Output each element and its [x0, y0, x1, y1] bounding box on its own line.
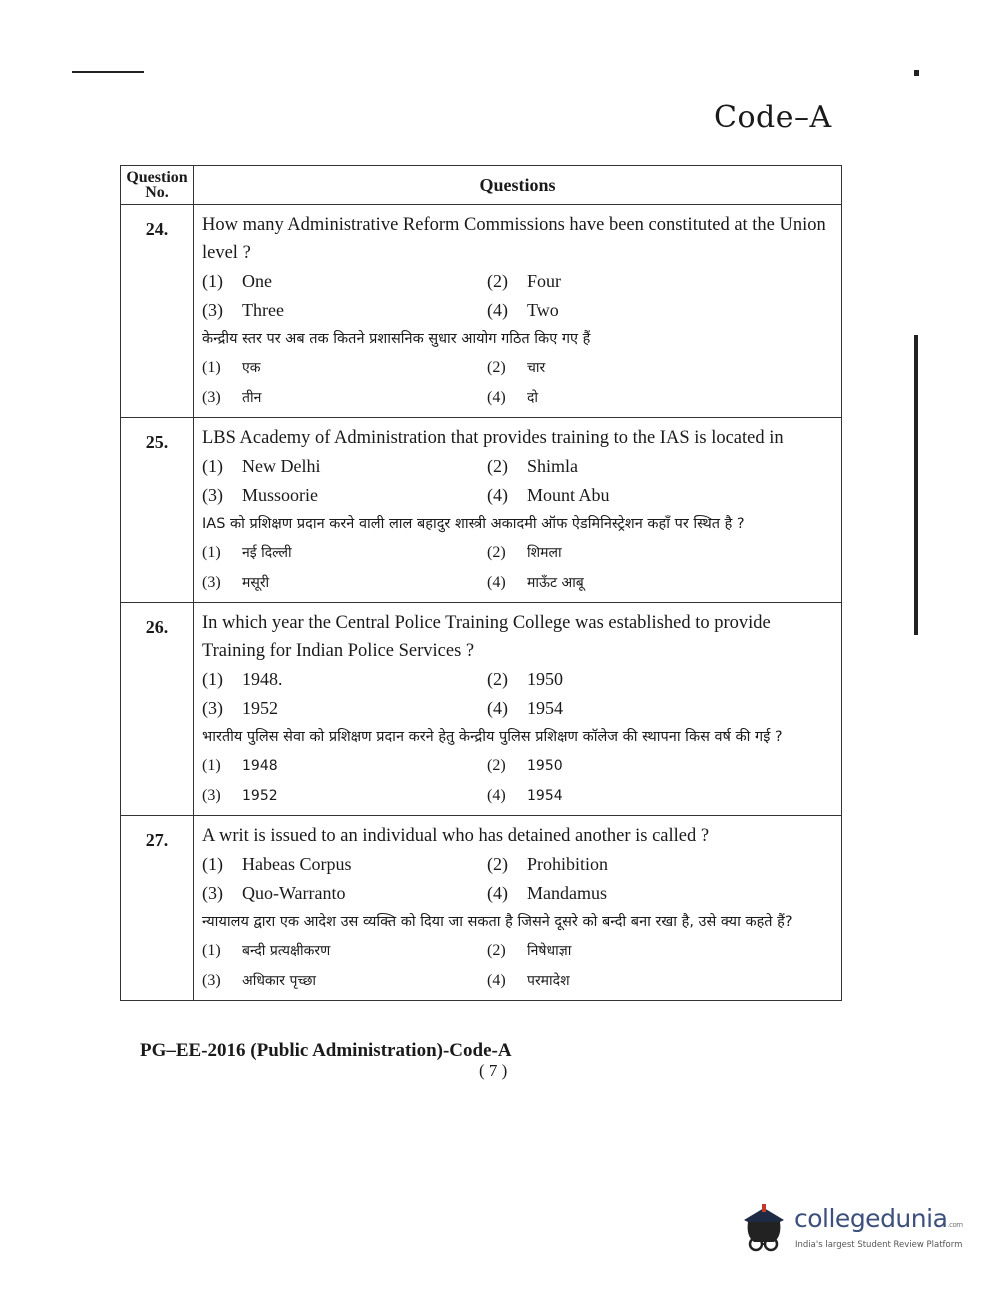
- option-label: 1952: [242, 788, 278, 804]
- options-en: [202, 267, 833, 325]
- option-number: (1): [202, 942, 221, 959]
- question-row: [121, 603, 842, 816]
- question-body: [194, 603, 842, 816]
- option-number: (3): [202, 787, 221, 804]
- option-number: (1): [202, 271, 223, 291]
- questions-table: [120, 165, 842, 1001]
- option-label: तीन: [242, 390, 262, 406]
- question-text-en: How many Administrative Reform Commissions have been constituted at the Union level ?: [202, 215, 826, 263]
- question-text-hi: भारतीय पुलिस सेवा को प्रशिक्षण प्रदान करने हेतु केन्द्रीय पुलिस प्रशिक्षण कॉलेज की स्थापना किस वर्ष की गई ?: [202, 729, 783, 745]
- question-number: 24.: [121, 205, 194, 418]
- option-label: एक: [242, 360, 261, 376]
- option-label: Mussoorie: [242, 485, 318, 505]
- option-hi: [202, 353, 487, 383]
- question-number: 26.: [121, 603, 194, 816]
- option-label: माऊँट आबू: [527, 575, 584, 591]
- option-label: 1948: [242, 758, 278, 774]
- option-label: 1954: [527, 788, 563, 804]
- option-label: Shimla: [527, 456, 579, 476]
- corner-mark: [914, 70, 919, 76]
- option-number: (4): [487, 883, 508, 903]
- option-number: (1): [202, 359, 221, 376]
- option-label: चार: [527, 360, 546, 376]
- option-label: One: [242, 271, 272, 291]
- top-rule: [72, 71, 144, 73]
- option-number: (2): [487, 456, 508, 476]
- option-number: (4): [487, 389, 506, 406]
- option-hi: [202, 966, 487, 996]
- page-number: ( 7 ): [479, 1061, 508, 1080]
- option-label: नई दिल्ली: [242, 545, 292, 561]
- option-label: 1954: [527, 698, 563, 718]
- option-label: बन्दी प्रत्यक्षीकरण: [242, 943, 331, 959]
- option-number: (2): [487, 359, 506, 376]
- question-text-en: In which year the Central Police Training College was established to provide Training for Indian Police Services ?: [202, 613, 771, 661]
- questions-header: Questions: [194, 166, 842, 205]
- option-hi: [202, 781, 487, 811]
- option-number: (4): [487, 698, 508, 718]
- option-hi: [202, 383, 487, 413]
- options-hi: [202, 538, 833, 598]
- table-header-row: [121, 166, 842, 205]
- option-label: दो: [527, 390, 539, 406]
- option-label: अधिकार पृच्छा: [242, 973, 317, 989]
- option-en: [202, 694, 487, 723]
- option-label: 1952: [242, 698, 278, 718]
- option-number: (2): [487, 757, 506, 774]
- options-hi: [202, 353, 833, 413]
- option-en: [202, 267, 487, 296]
- scan-edge-bar: [914, 335, 918, 635]
- exam-footer: PG–EE-2016 (Public Administration)-Code-A: [140, 1040, 512, 1061]
- logo-wordmark: collegedunia.com: [794, 1204, 963, 1233]
- option-number: (2): [487, 942, 506, 959]
- option-en: [487, 879, 833, 908]
- option-en: [487, 665, 833, 694]
- option-label: Mandamus: [527, 883, 607, 903]
- option-number: (4): [487, 972, 506, 989]
- option-en: [487, 452, 833, 481]
- option-hi: [487, 353, 833, 383]
- option-hi: [487, 568, 833, 598]
- option-number: (3): [202, 972, 221, 989]
- option-number: (2): [487, 669, 508, 689]
- option-en: [487, 267, 833, 296]
- options-en: [202, 665, 833, 723]
- option-label: Quo-Warranto: [242, 883, 346, 903]
- option-number: (3): [202, 698, 223, 718]
- question-number: 25.: [121, 418, 194, 603]
- option-label: Mount Abu: [527, 485, 610, 505]
- option-label: शिमला: [527, 545, 562, 561]
- option-number: (2): [487, 544, 506, 561]
- option-number: (1): [202, 669, 223, 689]
- option-en: [202, 850, 487, 879]
- question-body: [194, 816, 842, 1001]
- option-hi: [487, 936, 833, 966]
- option-number: (4): [487, 787, 506, 804]
- option-en: [202, 879, 487, 908]
- option-number: (1): [202, 757, 221, 774]
- options-en: [202, 452, 833, 510]
- question-text-hi: केन्द्रीय स्तर पर अब तक कितने प्रशासनिक सुधार आयोग गठित किए गए हैं: [202, 331, 591, 347]
- options-hi: [202, 751, 833, 811]
- option-label: परमादेश: [527, 973, 570, 989]
- option-en: [487, 694, 833, 723]
- option-number: (4): [487, 574, 506, 591]
- option-hi: [487, 966, 833, 996]
- collegedunia-logo[interactable]: [738, 1196, 963, 1260]
- option-label: New Delhi: [242, 456, 321, 476]
- option-en: [202, 452, 487, 481]
- question-number: 27.: [121, 816, 194, 1001]
- option-number: (3): [202, 883, 223, 903]
- question-row: [121, 205, 842, 418]
- option-en: [202, 296, 487, 325]
- option-hi: [487, 383, 833, 413]
- logo-tagline: India's largest Student Review Platform: [795, 1240, 963, 1250]
- option-number: (4): [487, 300, 508, 320]
- option-label: Four: [527, 271, 562, 291]
- logo-suffix: .com: [947, 1221, 963, 1229]
- option-hi: [202, 538, 487, 568]
- code-header: Code–A: [714, 100, 832, 135]
- question-row: [121, 816, 842, 1001]
- question-text-en: A writ is issued to an individual who has detained another is called ?: [202, 826, 710, 846]
- question-body: [194, 205, 842, 418]
- option-hi: [202, 936, 487, 966]
- option-number: (3): [202, 300, 223, 320]
- option-label: Three: [242, 300, 284, 320]
- question-text-hi: न्यायालय द्वारा एक आदेश उस व्यक्ति को दिया जा सकता है जिसने दूसरे को बन्दी बना रखा है, उसे क्या कहते हैं?: [202, 914, 793, 930]
- option-number: (1): [202, 544, 221, 561]
- option-label: 1950: [527, 669, 563, 689]
- question-text-en: LBS Academy of Administration that provides training to the IAS is located in: [202, 428, 784, 448]
- option-number: (1): [202, 456, 223, 476]
- option-label: 1950: [527, 758, 563, 774]
- option-en: [487, 296, 833, 325]
- mascot-icon: [738, 1200, 788, 1254]
- option-en: [487, 481, 833, 510]
- question-row: [121, 418, 842, 603]
- question-body: [194, 418, 842, 603]
- option-hi: [487, 781, 833, 811]
- option-hi: [202, 568, 487, 598]
- question-text-hi: IAS को प्रशिक्षण प्रदान करने वाली लाल बहादुर शास्त्री अकादमी ऑफ ऐडमिनिस्ट्रेशन कहाँ पर स्थित है ?: [202, 516, 745, 532]
- option-label: Habeas Corpus: [242, 854, 352, 874]
- options-hi: [202, 936, 833, 996]
- option-hi: [202, 751, 487, 781]
- option-number: (2): [487, 854, 508, 874]
- option-number: (2): [487, 271, 508, 291]
- option-hi: [487, 538, 833, 568]
- option-number: (1): [202, 854, 223, 874]
- option-hi: [487, 751, 833, 781]
- option-label: Prohibition: [527, 854, 609, 874]
- option-label: 1948.: [242, 669, 283, 689]
- options-en: [202, 850, 833, 908]
- question-no-header: Question No.: [121, 166, 194, 205]
- option-number: (3): [202, 574, 221, 591]
- option-en: [487, 850, 833, 879]
- option-label: मसूरी: [242, 575, 270, 591]
- option-number: (4): [487, 485, 508, 505]
- option-number: (3): [202, 485, 223, 505]
- option-label: निषेधाज्ञा: [527, 943, 572, 959]
- option-en: [202, 665, 487, 694]
- option-label: Two: [527, 300, 559, 320]
- option-number: (3): [202, 389, 221, 406]
- option-en: [202, 481, 487, 510]
